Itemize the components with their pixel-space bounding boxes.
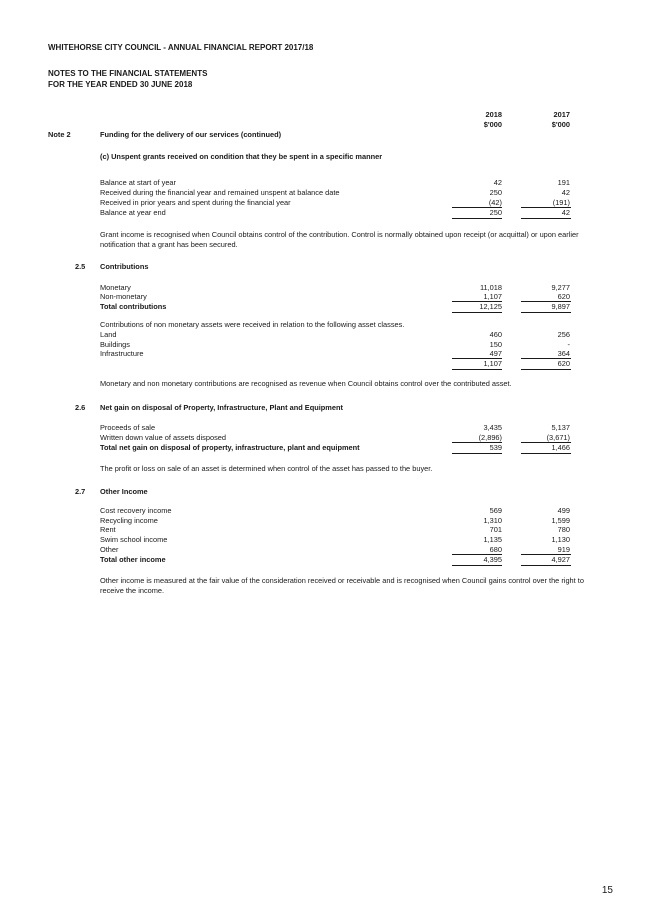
total-rule [452,312,502,313]
row-label: Total net gain on disposal of property, infrastructure, plant and equipment [100,443,360,452]
section-title: Net gain on disposal of Property, Infrastructure, Plant and Equipment [100,403,343,412]
notes-title: NOTES TO THE FINANCIAL STATEMENTS [48,69,208,78]
value-2018: 1,107 [483,292,502,301]
total-rule [521,369,571,370]
section-c-note: Grant income is recognised when Council obtains control of the contribution. Control is normally obtained upon receipt (or acquittal) or upon earlier notification that a grant has been secured. [100,230,579,249]
col-header-2018: 2018 [485,110,502,119]
value-2017: 42 [561,208,570,217]
value-2017: 1,130 [551,535,570,544]
value-2018: (42) [488,198,502,207]
value-2018: 11,018 [479,283,502,292]
total-rule [521,565,571,566]
row-label: Buildings [100,340,130,349]
row-label: Balance at year end [100,208,166,217]
contributions-intro: Contributions of non monetary assets were received in relation to the following asset classes. [100,320,405,329]
row-label: Non-monetary [100,292,147,301]
note-label: Note 2 [48,130,71,139]
row-label: Received in prior years and spent during the financial year [100,198,291,207]
value-2018: 460 [489,330,502,339]
row-label: Land [100,330,117,339]
value-2018: 3,435 [483,423,502,432]
section-number: 2.6 [75,403,86,412]
row-label: Received during the financial year and remained unspent at balance date [100,188,340,197]
col-unit-2018: $'000 [483,120,502,129]
value-2018: 4,395 [483,555,502,564]
value-2017: (191) [552,198,570,207]
row-label: Infrastructure [100,349,144,358]
value-2017: 1,466 [551,443,570,452]
row-label: Proceeds of sale [100,423,156,432]
value-2018: (2,896) [478,433,502,442]
row-label: Written down value of assets disposed [100,433,226,442]
row-label: Recycling income [100,516,158,525]
period-title: FOR THE YEAR ENDED 30 JUNE 2018 [48,80,193,89]
disposal-note: The profit or loss on sale of an asset is determined when control of the asset has passed to the buyer. [100,464,433,473]
value-2018: 701 [489,525,502,534]
row-label: Total other income [100,555,166,564]
value-2017: 620 [557,359,570,368]
value-2018: 1,135 [483,535,502,544]
value-2017: 499 [557,506,570,515]
value-2018: 150 [489,340,502,349]
row-label: Balance at start of year [100,178,176,187]
total-rule [521,218,571,219]
value-2017: 780 [557,525,570,534]
value-2017: 9,897 [551,302,570,311]
row-label: Rent [100,525,116,534]
section-title: Contributions [100,262,149,271]
value-2017: 191 [557,178,570,187]
row-label: Cost recovery income [100,506,172,515]
value-2017: 919 [557,545,570,554]
value-2018: 1,107 [483,359,502,368]
value-2018: 1,310 [483,516,502,525]
section-number: 2.7 [75,487,86,496]
value-2018: 497 [489,349,502,358]
value-2017: (3,671) [546,433,570,442]
page-number: 15 [601,885,613,896]
row-label: Other [100,545,119,554]
section-c-title: (c) Unspent grants received on condition that they be spent in a specific manner [100,152,383,161]
report-title: WHITEHORSE CITY COUNCIL - ANNUAL FINANCIAL REPORT 2017/18 [48,43,314,52]
col-header-2017: 2017 [553,110,570,119]
section-title: Other Income [100,487,148,496]
value-2018: 569 [489,506,502,515]
value-2018: 250 [489,188,502,197]
row-label: Swim school income [100,535,168,544]
value-2017: 5,137 [551,423,570,432]
contributions-note: Monetary and non monetary contributions are recognised as revenue when Council obtains control over the contributed asset. [100,379,512,388]
value-2018: 250 [489,208,502,217]
value-2017: 1,599 [551,516,570,525]
other-income-note: Other income is measured at the fair value of the consideration received or receivable and is recognised when Council gains control over the right to receive the income. [100,576,584,595]
total-rule [521,312,571,313]
value-2018: 539 [489,443,502,452]
row-label: Monetary [100,283,131,292]
col-unit-2017: $'000 [551,120,570,129]
value-2017: 256 [557,330,570,339]
value-2017: 620 [557,292,570,301]
note-title: Funding for the delivery of our services (continued) [100,130,282,139]
value-2017: 364 [557,349,570,358]
total-rule [452,453,502,454]
total-rule [452,218,502,219]
value-2018: 680 [489,545,502,554]
value-2017: 9,277 [551,283,570,292]
total-rule [452,369,502,370]
value-2017: 4,927 [551,555,570,564]
row-label: Total contributions [100,302,167,311]
total-rule [521,453,571,454]
value-2017: - [567,340,570,349]
value-2018: 42 [493,178,502,187]
value-2018: 12,125 [479,302,502,311]
value-2017: 42 [561,188,570,197]
section-number: 2.5 [75,262,86,271]
total-rule [452,565,502,566]
